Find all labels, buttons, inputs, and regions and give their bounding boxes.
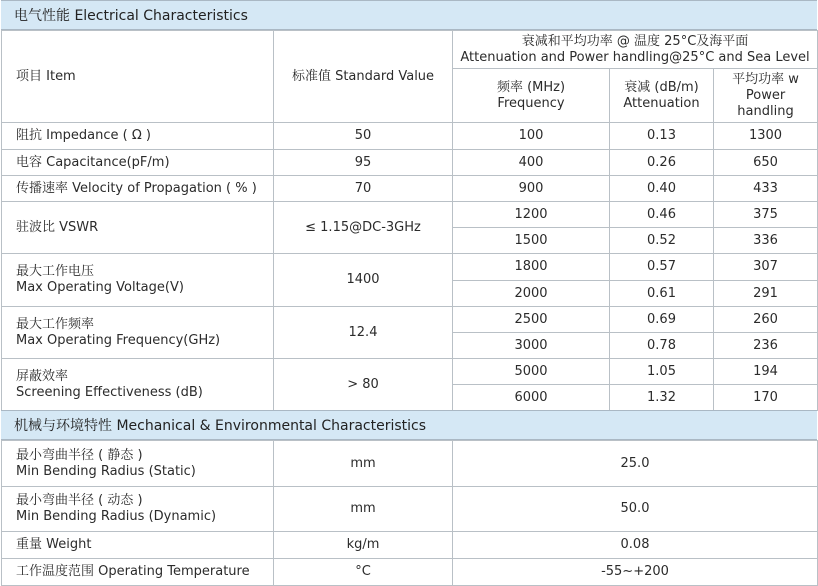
header-frequency [453,69,610,123]
table-row [2,487,818,532]
table-row [2,307,818,333]
parameter-name: 电容 Capacitance(pF/m) [2,150,274,176]
attenuation-cell: 0.52 [610,228,714,254]
attenuation-cell: 1.32 [610,385,714,411]
frequency-cell: 6000 [453,385,610,411]
mechanical-parameter-name [2,487,274,532]
mechanical-parameter-name-line: 最小弯曲半径 ( 动态 ) [16,493,143,508]
header-attenuation-line: 衰减 (dB/m) [624,79,699,95]
attenuation-cell: 0.78 [610,333,714,359]
header-power-handling-line: handling [737,103,794,119]
table-row [2,441,818,487]
mechanical-table [1,440,818,586]
parameter-name-line: 最大工作电压 [16,264,95,279]
electrical-table [1,30,818,411]
frequency-cell: 1200 [453,202,610,228]
parameter-name [2,307,274,359]
header-group-line: 衰减和平均功率 @ 温度 25°C及海平面 [521,33,749,49]
mechanical-parameter-name-line: 最小弯曲半径 ( 静态 ) [16,447,143,463]
power-handling-cell: 307 [714,254,818,281]
parameter-name: 传播速率 Velocity of Propagation ( % ) [2,176,274,202]
frequency-cell: 2500 [453,307,610,333]
frequency-cell: 3000 [453,333,610,359]
parameter-name-line: Max Operating Frequency(GHz) [16,332,221,348]
table-row [2,559,818,586]
parameter-name-line: Screening Effectiveness (dB) [16,384,203,400]
mechanical-parameter-name: 重量 Weight [2,532,274,559]
attenuation-cell: 0.69 [610,307,714,333]
parameter-name-line: Max Operating Voltage(V) [16,280,184,295]
mechanical-unit: mm [274,441,453,487]
electrical-section-title: 电气性能 Electrical Characteristics [1,0,817,30]
frequency-cell: 1800 [453,254,610,281]
header-power-handling-line: 平均功率 w [732,71,799,87]
table-row [2,532,818,559]
attenuation-cell: 1.05 [610,359,714,385]
header-frequency-line: Frequency [497,95,565,111]
table-row [2,150,818,176]
power-handling-cell: 291 [714,281,818,307]
frequency-cell: 900 [453,176,610,202]
header-attenuation [610,69,714,123]
mechanical-unit: mm [274,487,453,532]
parameter-standard-value: > 80 [274,359,453,411]
parameter-name [2,359,274,411]
attenuation-cell: 0.40 [610,176,714,202]
table-row [2,123,818,150]
frequency-cell: 1500 [453,228,610,254]
mechanical-unit: °C [274,559,453,586]
header-standard-value: 标准值 Standard Value [274,31,453,123]
attenuation-cell: 0.61 [610,281,714,307]
parameter-name-line: 屏蔽效率 [16,368,69,384]
power-handling-cell: 194 [714,359,818,385]
mechanical-value: -55~+200 [453,559,818,586]
header-frequency-line: 频率 (MHz) [496,79,566,95]
mechanical-parameter-name-line: Min Bending Radius (Static) [16,463,196,479]
header-power-handling-line: Power [745,87,786,103]
power-handling-cell: 650 [714,150,818,176]
header-power-handling [714,69,818,123]
frequency-cell: 5000 [453,359,610,385]
header-group-line: Attenuation and Power handling@25°C and Sea Level [460,49,810,65]
header-attenuation-line: Attenuation [623,95,700,111]
mechanical-section-title: 机械与环境特性 Mechanical & Environmental Characteristics [1,410,817,440]
parameter-name: 阻抗 Impedance ( Ω ) [2,123,274,150]
parameter-name: 驻波比 VSWR [2,202,274,254]
table-row [2,176,818,202]
attenuation-cell: 0.13 [610,123,714,150]
power-handling-cell: 336 [714,228,818,254]
mechanical-parameter-name: 工作温度范围 Operating Temperature [2,559,274,586]
table-row [2,31,818,69]
mechanical-unit: kg/m [274,532,453,559]
parameter-standard-value: 95 [274,150,453,176]
power-handling-cell: 375 [714,202,818,228]
power-handling-cell: 236 [714,333,818,359]
mechanical-value: 50.0 [453,487,818,532]
parameter-standard-value: 70 [274,176,453,202]
frequency-cell: 100 [453,123,610,150]
parameter-name-line: 最大工作频率 [16,316,95,332]
power-handling-cell: 260 [714,307,818,333]
attenuation-cell: 0.57 [610,254,714,281]
frequency-cell: 400 [453,150,610,176]
attenuation-cell: 0.46 [610,202,714,228]
attenuation-cell: 0.26 [610,150,714,176]
header-item: 项目 Item [2,31,274,123]
table-row [2,254,818,281]
parameter-standard-value: 1400 [274,254,453,307]
parameter-standard-value: 12.4 [274,307,453,359]
table-row [2,202,818,228]
power-handling-cell: 433 [714,176,818,202]
header-attenuation-group [453,31,818,69]
mechanical-value: 25.0 [453,441,818,487]
parameter-standard-value: ≤ 1.15@DC-3GHz [274,202,453,254]
frequency-cell: 2000 [453,281,610,307]
parameter-standard-value: 50 [274,123,453,150]
parameter-name [2,254,274,307]
mechanical-value: 0.08 [453,532,818,559]
table-row [2,359,818,385]
power-handling-cell: 1300 [714,123,818,150]
mechanical-parameter-name [2,441,274,487]
power-handling-cell: 170 [714,385,818,411]
mechanical-parameter-name-line: Min Bending Radius (Dynamic) [16,509,217,524]
